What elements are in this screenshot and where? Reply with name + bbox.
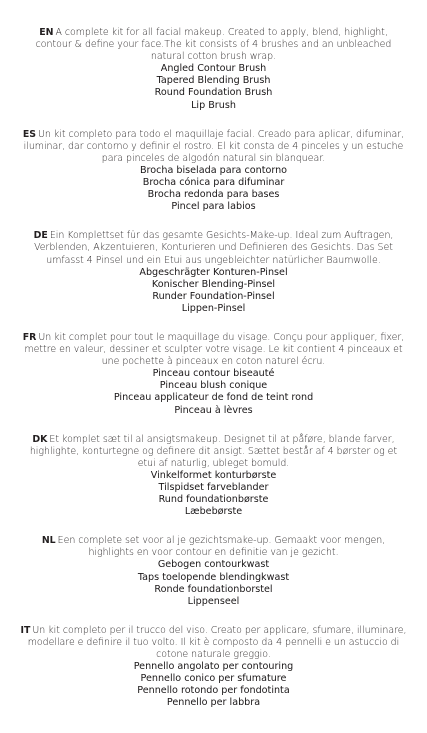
brush-list: [20, 470, 407, 518]
list-item: Pinceau applicateur de fond de teint rond: [113, 392, 314, 404]
list-item: Taps toelopende blendingkwast: [137, 571, 290, 583]
list-item: Gebogen contourkwast: [157, 559, 270, 571]
list-item: Lippen-Pinsel: [181, 302, 246, 314]
list-item: Runder Foundation-Pinsel: [152, 290, 275, 302]
list-item: Tapered Blending Brush: [156, 75, 271, 87]
language-code: EN: [39, 27, 54, 38]
section-es: [20, 129, 407, 214]
description-text: Et komplet sæt til al ansigtsmakeup. Designet til at påføre, blande farver, highlighte, konturtegne og definere dit ansigt. Sættet består af 4 børster og et etui af naturlig, ubleget bomuld.: [29, 433, 398, 469]
list-item: Vinkelformet konturbørste: [150, 469, 277, 481]
description-text: Un kit complet pour tout le maquillage du visage. Conçu pour appliquer, fixer, mettre en valeur, dessiner et sculpter votre visage. Le kit contient 4 pinceaux et une pochette à pinceaux en coton naturel écru.: [24, 331, 405, 368]
list-item: Abgeschrägter Konturen-Pinsel: [139, 266, 288, 278]
list-item: Brocha cónica para difuminar: [142, 177, 285, 189]
language-code: FR: [22, 331, 37, 343]
list-item: Ronde foundationborstel: [154, 583, 273, 595]
section-nl: [20, 535, 407, 608]
section-description: [20, 625, 407, 661]
list-item: Pennello conico per sfumature: [140, 673, 287, 685]
section-it: [20, 625, 407, 710]
list-item: Læbebørste: [184, 506, 243, 518]
section-fr: [20, 332, 407, 417]
list-item: Pennello rotondo per fondotinta: [137, 685, 290, 697]
language-code: ES: [22, 128, 37, 140]
list-item: Pennello per labbra: [166, 697, 261, 709]
brush-list: [20, 368, 407, 416]
section-dk: [20, 434, 407, 519]
list-item: Rund foundationbørste: [158, 494, 269, 506]
section-en: [20, 27, 407, 112]
section-description: [20, 230, 407, 266]
list-item: Brocha biselada para contorno: [139, 164, 288, 176]
language-code: DK: [32, 433, 48, 445]
list-item: Tilspidset farveblander: [158, 482, 269, 493]
description-text: Un kit completo para todo el maquillaje facial. Creado para aplicar, difuminar, iluminar, dar contorno y definir el rostro. El kit consta de 4 pinceles y un estuche para pinceles de algodón natural sin blanquear.: [23, 128, 405, 164]
brush-list: [20, 267, 407, 315]
description-text: Een complete set voor al je gezichtsmake-up. Gemaakt voor mengen, highlights en voor contour en definitie van je gezicht.: [57, 535, 386, 559]
list-item: Pinceau à lèvres: [174, 404, 253, 416]
list-item: Pennello angolato per contouring: [133, 661, 294, 673]
section-description: [20, 129, 407, 165]
section-description: [20, 434, 407, 470]
section-de: [20, 230, 407, 315]
description-text: A complete kit for all facial makeup. Created to apply, blend, highlight, contour & define your face.The kit consists of 4 brushes and an unbleached natural cotton brush wrap.: [35, 27, 392, 63]
list-item: Angled Contour Brush: [160, 63, 267, 75]
language-code: NL: [41, 535, 56, 547]
description-text: Ein Komplettset für das gesamte Gesichts-Make-up. Ideal zum Auftragen, Verblenden, Akzentuieren, Konturieren und Definieren des Gesichts. Das Set umfasst 4 Pinsel und ein Etui aus ungebleichter natürlicher Baumwolle.: [34, 230, 394, 266]
list-item: Konischer Blending-Pinsel: [151, 278, 276, 290]
section-description: [20, 332, 407, 368]
brush-list: [20, 559, 407, 607]
section-description: [20, 535, 407, 559]
list-item: Round Foundation Brush: [154, 87, 273, 99]
brush-list: [20, 63, 407, 111]
document-body: [20, 27, 407, 710]
list-item: Pinceau contour biseauté: [152, 368, 275, 380]
language-code: IT: [20, 624, 31, 636]
language-code: DE: [33, 230, 48, 242]
list-item: Pincel para labios: [171, 201, 256, 213]
list-item: Lip Brush: [191, 99, 236, 111]
description-text: Un kit completo per il trucco del viso. Creato per applicare, sfumare, illuminare, modellare e definire il tuo volto. Il kit è composto da 4 pennelli e un astuccio di cotone naturale greggio.: [27, 624, 407, 661]
brush-list: [20, 661, 407, 709]
list-item: Pinceau blush conique: [159, 380, 268, 392]
brush-list: [20, 165, 407, 213]
list-item: Lippenseel: [187, 595, 240, 607]
section-description: [20, 27, 407, 63]
list-item: Brocha redonda para bases: [147, 189, 280, 201]
